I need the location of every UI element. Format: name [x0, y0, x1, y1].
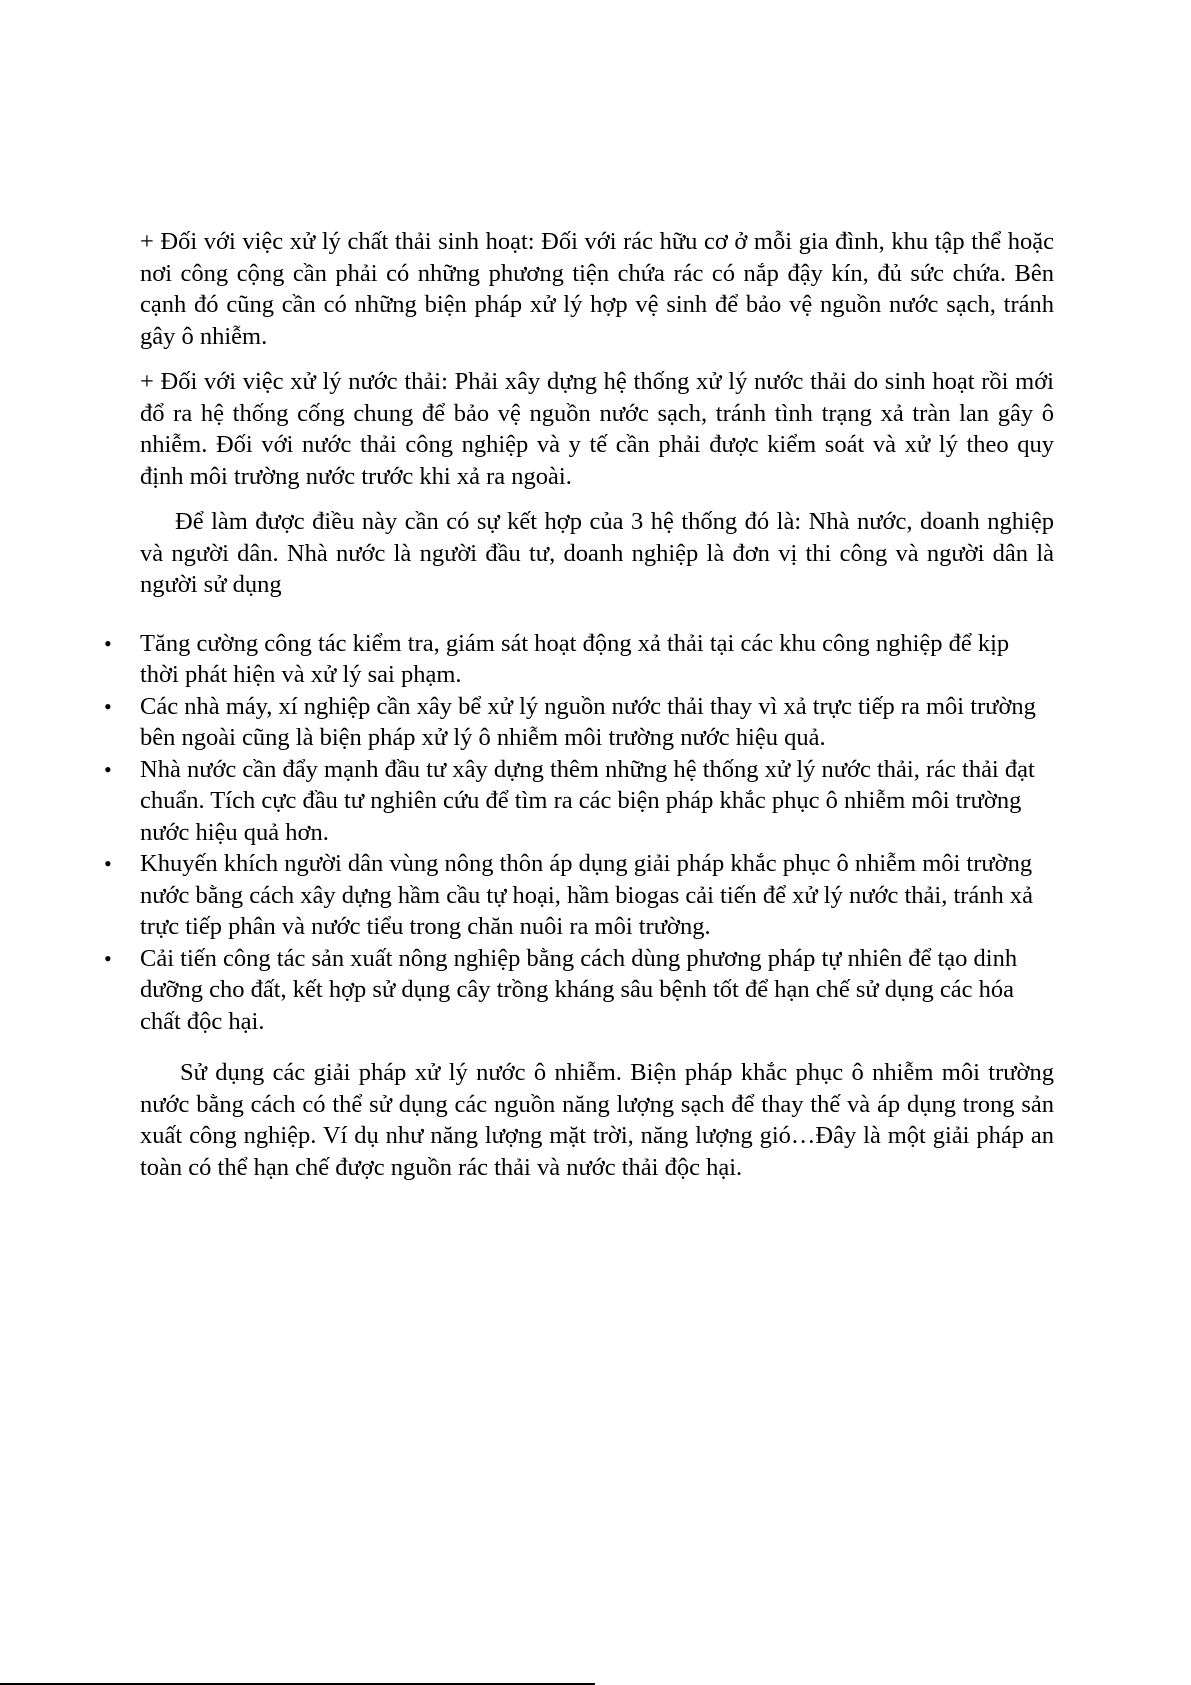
bullet-item-agriculture: • Cải tiến công tác sản xuất nông nghiệp bằng cách dùng phương pháp tự nhiên để tạo dinh dưỡng cho đất, kết hợp sử dụng cây trồng kháng sâu bệnh tốt để hạn chế sử dụng các hóa chất độc hại.	[140, 943, 1054, 1038]
paragraph-cooperation: Để làm được điều này cần có sự kết hợp của 3 hệ thống đó là: Nhà nước, doanh nghiệp và người dân. Nhà nước là người đầu tư, doanh nghiệp là đơn vị thi công và người dân là người sử dụng	[140, 508, 1054, 598]
bullet-item-inspection: • Tăng cường công tác kiểm tra, giám sát hoạt động xả thải tại các khu công nghiệp để kịp thời phát hiện và xử lý sai phạm.	[140, 628, 1054, 691]
solutions-bullet-list	[140, 628, 1054, 1038]
document-page	[140, 226, 1054, 1183]
paragraph-wastewater: + Đối với việc xử lý nước thải: Phải xây dựng hệ thống xử lý nước thải do sinh hoạt rồi mới đổ ra hệ thống cống chung để bảo vệ nguồn nước sạch, tránh tình trạng xả tràn lan gây ô nhiễm. Đối với nước thải công nghiệp và y tế cần phải được kiểm soát và xử lý theo quy định môi trường nước trước khi xả ra ngoài.	[140, 368, 1054, 490]
paragraph-clean-energy: Sử dụng các giải pháp xử lý nước ô nhiễm. Biện pháp khắc phục ô nhiễm môi trường nước bằng cách có thể sử dụng các nguồn năng lượng sạch để thay thế và áp dụng trong sản xuất công nghiệp. Ví dụ như năng lượng mặt trời, năng lượng gió…Đây là một giải pháp an toàn có thể hạn chế được nguồn rác thải và nước thải độc hại.	[140, 1059, 1054, 1181]
bullet-item-treatment-tanks: • Các nhà máy, xí nghiệp cần xây bể xử lý nguồn nước thải thay vì xả trực tiếp ra môi trường bên ngoài cũng là biện pháp xử lý ô nhiễm môi trường nước hiệu quả.	[140, 691, 1054, 754]
paragraph-household-waste: + Đối với việc xử lý chất thải sinh hoạt: Đối với rác hữu cơ ở mỗi gia đình, khu tập thể hoặc nơi công cộng cần phải có những phương tiện chứa rác có nắp đậy kín, đủ sức chứa. Bên cạnh đó cũng cần có những biện pháp xử lý hợp vệ sinh để bảo vệ nguồn nước sạch, tránh gây ô nhiễm.	[140, 228, 1054, 350]
bullet-item-state-investment: • Nhà nước cần đẩy mạnh đầu tư xây dựng thêm những hệ thống xử lý nước thải, rác thải đạt chuẩn. Tích cực đầu tư nghiên cứu để tìm ra các biện pháp khắc phục ô nhiễm môi trường nước hiệu quả hơn.	[140, 754, 1054, 849]
bullet-item-rural-biogas: • Khuyến khích người dân vùng nông thôn áp dụng giải pháp khắc phục ô nhiễm môi trường nước bằng cách xây dựng hầm cầu tự hoại, hầm biogas cải tiến để xử lý nước thải, tránh xả trực tiếp phân và nước tiểu trong chăn nuôi ra môi trường.	[140, 848, 1054, 943]
